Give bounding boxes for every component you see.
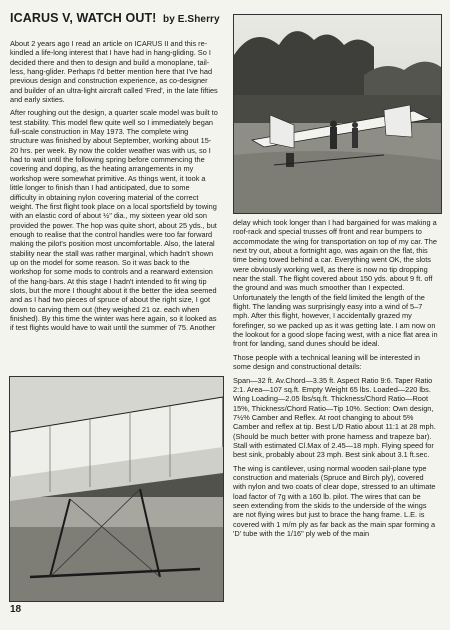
article-title-block <box>10 11 220 25</box>
specifications-block <box>233 376 438 539</box>
paragraph: Those people with a technical leaning will be interested in some design and constructional details: <box>233 352 420 372</box>
paragraph: About 2 years ago I read an article on ICARUS II and this re-kindled a life-long interest that I have had in hang-gliding. So I decided there and then to design and build a monoplane, tail-less, hang-glider. Perhaps I'd better mention here that I've had previous design and construction experience, as co-designer and builder of an ultra-light aircraft called 'Fred', in the late fifties and early sixties. <box>10 39 218 105</box>
left-text-column <box>10 39 218 337</box>
photo-wing-structure <box>9 376 224 602</box>
right-text-column <box>233 218 438 542</box>
photo-wing-structure-image <box>10 377 223 601</box>
photo-glider-in-field-image <box>234 15 441 213</box>
page-number: 18 <box>10 604 22 615</box>
photo-glider-in-field <box>233 14 442 214</box>
article-title: ICARUS V, WATCH OUT! <box>10 11 157 25</box>
specifications-text: Span—32 ft. Av.Chord—3.35 ft. Aspect Ratio 9:6. Taper Ratio 2:1. Area—107 sq.ft. Empty Weight 65 lbs. Loaded—220 lbs. Wing Loading—2.05 lbs/sq.ft. Thickness/Chord Ratio—Root 15%, Thickness/Chord Ratio—Tip 10%. Section: Own design, 7½% Camber and Reflex. At root changing to about 5% Camber and reflex at tip. Best L/D Ratio about 11:1 at 28 mph. (Should be much better with prone harness and trapeze bar). Stall with estimated Cl.Max of 2.45—18 mph. Flying speed for best sink, probably about 23 mph. Best sink about 3.1 ft.sec. <box>233 375 436 460</box>
paragraph: After roughing out the design, a quarter scale model was built to test stability. This model flew quite well so I immediately began full-scale construction in May 1973. The complete wing structure was finished by about September, working about 15-20 hrs. per week. By now the colder weather was with us, so I had to wait until the following spring before commencing the covering and doping, as the heating arrangements in my workshop were somewhat primitive. As things went, it took a little longer to finish than I had anticipated, due to some difficulty in obtaining nylon covering material of the correct weight. The first flight took place on a local sportsfield by towing with an elastic cord of about ½" dia., my sixteen year old son provided the power. The hop was quite short, about 25 yds., but enough to realise that the control handles were too far forward making the pilot's position most uncomfortable. Also, the lateral stability near the stall was rather marginal, which hadn't shown up on the model for some reason. So it was back to the workshop for some mods to controls and a rearward extension of the hang-bars. At this stage I hadn't intended to fit wing tip slots, but the more I thought about it the better the idea seemed and as I had two pieces of spruce of about the right size, I got down to carving them out (they weighed 21 oz. each when finished). By this time the winter was here again, so it looked as if test flights would have to wait until the summer of 75. Another <box>10 108 218 333</box>
paragraph: delay which took longer than I had bargained for was making a roof-rack and special trusses off front and rear bumpers to accommodate the wing for transportation on top of my car. The next try out, about a fortnight ago, was again on the flat, this time being towed behind a car. Everything went OK, the slots were obviously working well, as there is now no tip dropping near the stall. The flight covered about 150 yds. about 9 ft. off the ground and was much smoother than I expected. Unfortunately the length of the field limited the length of the flight. The landing was surprisingly easy into a wind of 5–7 mph. After this flight, however, I accidentally grazed my forefinger, so we packed up as it was getting late. I am now on the lookout for a good slope facing west, with a nice flat area in front for landing, sand dunes should be ideal. <box>233 218 438 349</box>
paragraph: The wing is cantilever, using normal wooden sail-plane type construction and materials (Spruce and Birch ply), covered with nylon and two coats of clear dope, stressed to an ultimate load factor of 7g with a 160 lb. pilot. The wires that can be seen extending from the skids to the underside of the wings are not flying wires but just to brace the hang frame. L.E. is covered with 1 m/m ply as far back as the main spar forming a 'D' tube with the 1/16" ply web of the main <box>233 463 436 538</box>
article-byline: by E.Sherry <box>163 14 220 25</box>
